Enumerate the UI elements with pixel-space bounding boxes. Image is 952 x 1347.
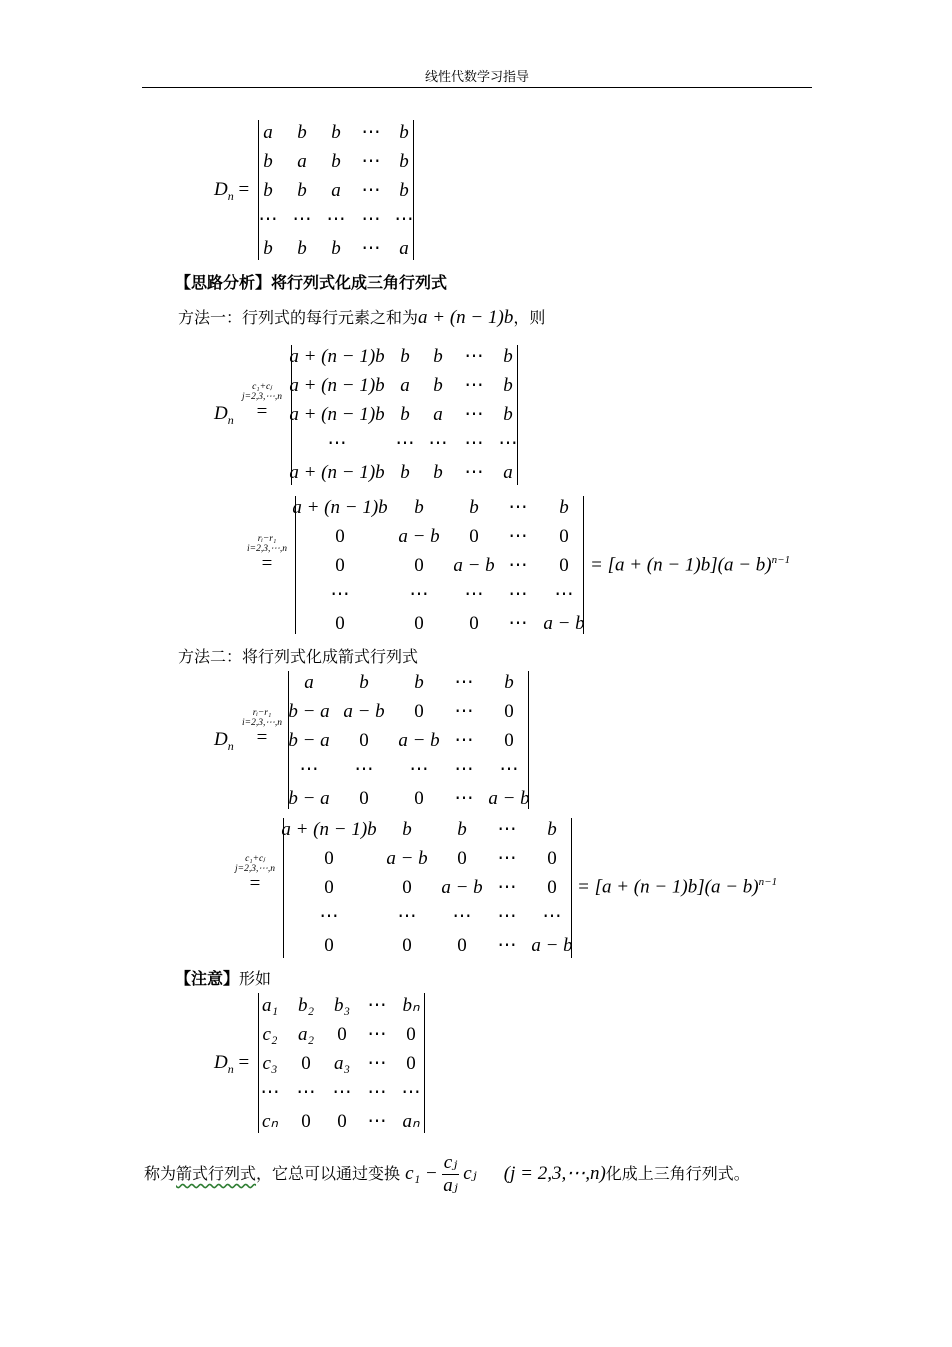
det-cell: 0 (469, 526, 479, 547)
det-cell: a − b (386, 848, 428, 869)
det-cell: ⋯ (361, 151, 381, 172)
det-cell: 0 (414, 701, 424, 722)
det-cell: ⋯ (464, 584, 484, 605)
det-cell: aₙ (402, 1111, 420, 1132)
det-cell: ⋯ (296, 1082, 316, 1103)
det-cell: ⋯ (508, 526, 528, 547)
det-cell: 0 (359, 730, 369, 751)
frac-den: aⱼ (443, 1175, 458, 1196)
det-cell: a − b (531, 935, 573, 956)
det-cell: a − b (441, 877, 483, 898)
det-cell: a₁ (261, 995, 279, 1016)
det-bar-right (413, 120, 414, 260)
det-cell: ⋯ (367, 1111, 387, 1132)
det-cell: b (331, 122, 341, 143)
transform-left: c₁ − (405, 1163, 438, 1184)
det-cell: ⋯ (428, 433, 448, 454)
det-cell: ⋯ (498, 433, 518, 454)
m1a-label: $D_n$ (214, 403, 234, 427)
det-cell: ⋯ (464, 404, 484, 425)
det-cell: b (331, 238, 341, 259)
analysis-heading: 【思路分析】将行列式化成三角行列式 (175, 273, 448, 292)
det-cell: b (433, 375, 443, 396)
det-cell: 0 (547, 848, 557, 869)
det-cell: a (331, 180, 341, 201)
m1b-op: rᵢ−r₁ i=2,3,⋯,n = (247, 534, 287, 574)
det-cell: ⋯ (361, 238, 381, 259)
header-rule (142, 87, 812, 88)
det-cell: 0 (324, 877, 334, 898)
det-cell: b (400, 404, 410, 425)
det-cell: a − b (343, 701, 385, 722)
det-cell: a + (n − 1)b (292, 497, 388, 518)
det-cell: ⋯ (354, 759, 374, 780)
m1-result: = $[a + (n - 1)b](a - b)^{n-1}$ (590, 554, 791, 576)
det-cell: b (399, 180, 409, 201)
det-cell: b₂ (297, 995, 315, 1016)
det-cell: b (331, 151, 341, 172)
det-cell: ⋯ (409, 584, 429, 605)
det-cell: 0 (457, 935, 467, 956)
note-bar-left (258, 993, 259, 1133)
det-cell: b (503, 346, 513, 367)
det-cell: c₂ (262, 1024, 278, 1045)
det-cell: b (457, 819, 467, 840)
det-cell: a (304, 672, 314, 693)
det-cell: ⋯ (327, 433, 347, 454)
det-bar-left (258, 120, 259, 260)
det-cell: a + (n − 1)b (289, 404, 385, 425)
det-cell: b (433, 462, 443, 483)
det-cell: b (263, 180, 273, 201)
det-cell: bₙ (402, 995, 420, 1016)
transform-fraction (442, 1152, 459, 1197)
det-cell: 0 (402, 877, 412, 898)
det-cell: ⋯ (497, 877, 517, 898)
det-cell: b (547, 819, 557, 840)
det-cell: b (402, 819, 412, 840)
det-cell: ⋯ (330, 584, 350, 605)
det-cell: ⋯ (454, 788, 474, 809)
det-cell: a (297, 151, 307, 172)
det-cell: ⋯ (464, 375, 484, 396)
det-cell: b (297, 238, 307, 259)
det-cell: a (399, 238, 409, 259)
det-cell: ⋯ (361, 122, 381, 143)
det-cell: 0 (335, 555, 345, 576)
det-cell: ⋯ (326, 209, 346, 230)
det-cell: 0 (559, 555, 569, 576)
det-cell: ⋯ (454, 759, 474, 780)
det-cell: b (414, 672, 424, 693)
det-cell: 0 (335, 526, 345, 547)
det-cell: ⋯ (409, 759, 429, 780)
arrow-determinant-term: 箭式行列式 (176, 1164, 257, 1183)
page-header: 线性代数学习指导 (424, 70, 529, 85)
det-cell: ⋯ (395, 433, 415, 454)
transform-right: cⱼ (463, 1163, 477, 1184)
det-cell: b (297, 180, 307, 201)
det-cell: cₙ (261, 1111, 279, 1132)
det-cell: b (503, 375, 513, 396)
det-cell: ⋯ (508, 555, 528, 576)
det-cell: ⋯ (508, 584, 528, 605)
det-cell: 0 (457, 848, 467, 869)
det-cell: ⋯ (499, 759, 519, 780)
det-cell: 0 (402, 935, 412, 956)
det-cell: a + (n − 1)b (289, 375, 385, 396)
m2a-op: rᵢ−r₁ i=2,3,⋯,n = (242, 708, 282, 748)
final-prefix: 称为 (144, 1164, 177, 1183)
det-cell: ⋯ (497, 935, 517, 956)
det-cell: ⋯ (454, 701, 474, 722)
det-cell: ⋯ (292, 209, 312, 230)
det-cell: b (359, 672, 369, 693)
det-cell: b (469, 497, 479, 518)
det-cell: b − a (288, 701, 330, 722)
det-cell: b (297, 122, 307, 143)
det-cell: ⋯ (258, 209, 278, 230)
det-cell: ⋯ (367, 1024, 387, 1045)
det-cell: ⋯ (319, 906, 339, 927)
det-cell: b (504, 672, 514, 693)
det-cell: b (399, 151, 409, 172)
det-cell: b (399, 122, 409, 143)
det-cell: a₃ (333, 1053, 351, 1074)
det-cell: ⋯ (464, 346, 484, 367)
det-cell: 0 (406, 1053, 416, 1074)
det-cell: ⋯ (367, 995, 387, 1016)
det-cell: b (400, 462, 410, 483)
final-mid: ，它总可以通过变换 (256, 1164, 401, 1183)
det-cell: ⋯ (464, 433, 484, 454)
det-cell: 0 (301, 1111, 311, 1132)
det-cell: b (503, 404, 513, 425)
det-cell: 0 (469, 613, 479, 634)
det-cell: a + (n − 1)b (281, 819, 377, 840)
m1a-bar-right (517, 345, 518, 485)
det-cell: 0 (324, 848, 334, 869)
method1-expr: a + (n − 1)b (418, 307, 514, 328)
det-cell: a − b (453, 555, 495, 576)
det-cell: b (263, 151, 273, 172)
final-line (144, 1152, 750, 1197)
method1-text: 方法一：行列式的每行元素之和为 (178, 308, 419, 327)
det-cell: ⋯ (508, 613, 528, 634)
det-cell: 0 (504, 701, 514, 722)
det-cell: ⋯ (542, 906, 562, 927)
det-cell: 0 (337, 1111, 347, 1132)
det-cell: ⋯ (332, 1082, 352, 1103)
det-cell: a (400, 375, 410, 396)
method1-tail: ，则 (513, 308, 546, 327)
det-cell: ⋯ (497, 848, 517, 869)
det-cell: a − b (488, 788, 530, 809)
final-suffix: 化成上三角行列式。 (605, 1164, 750, 1183)
m2-result: = $[a + (n - 1)b](a - b)^{n-1}$ (577, 876, 778, 898)
det-cell: ⋯ (361, 209, 381, 230)
det-cell: ⋯ (394, 209, 414, 230)
det-cell: b (559, 497, 569, 518)
det-cell: b (433, 346, 443, 367)
det-cell: ⋯ (464, 462, 484, 483)
det-cell: a + (n − 1)b (289, 462, 385, 483)
note-bar-right (424, 993, 425, 1133)
m1a-op: c₁+cⱼ j=2,3,⋯,n = (242, 382, 282, 422)
det-cell: ⋯ (361, 180, 381, 201)
det-cell: b (414, 497, 424, 518)
det-cell: ⋯ (497, 906, 517, 927)
note-heading: 【注意】 (175, 969, 240, 988)
det-cell: 0 (359, 788, 369, 809)
det-cell: ⋯ (497, 819, 517, 840)
det-cell: ⋯ (454, 730, 474, 751)
det-cell: b (400, 346, 410, 367)
det-cell: 0 (301, 1053, 311, 1074)
det-cell: b (263, 238, 273, 259)
det-cell: c₃ (262, 1053, 278, 1074)
note-line (175, 966, 271, 989)
det-cell: ⋯ (508, 497, 528, 518)
det-cell: 0 (324, 935, 334, 956)
note-det-label: $D_n$ = (214, 1052, 250, 1076)
det-cell: 0 (414, 613, 424, 634)
det-cell: 0 (406, 1024, 416, 1045)
method2-text: 方法二：将行列式化成箭式行列式 (178, 647, 419, 666)
m2b-op: c₁+cⱼ j=2,3,⋯,n = (235, 854, 275, 894)
det-cell: a (503, 462, 513, 483)
det-cell: 0 (559, 526, 569, 547)
det-cell: ⋯ (260, 1082, 280, 1103)
det-cell: 0 (547, 877, 557, 898)
m2a-label: $D_n$ (214, 729, 234, 753)
det-cell: ⋯ (367, 1053, 387, 1074)
det-cell: a (433, 404, 443, 425)
det-cell: 0 (414, 788, 424, 809)
det-cell: b − a (288, 788, 330, 809)
det-cell: ⋯ (397, 906, 417, 927)
det-cell: 0 (335, 613, 345, 634)
det-cell: ⋯ (299, 759, 319, 780)
det-cell: a (263, 122, 273, 143)
det-cell: a + (n − 1)b (289, 346, 385, 367)
det-cell: a − b (398, 526, 440, 547)
note-text: 形如 (239, 969, 272, 988)
det-cell: ⋯ (367, 1082, 387, 1103)
det-cell: ⋯ (454, 672, 474, 693)
det-cell: a − b (543, 613, 585, 634)
det-cell: 0 (337, 1024, 347, 1045)
det-label: $D_n$ = (214, 179, 250, 203)
det-cell: b₃ (333, 995, 351, 1016)
transform-range: (j = 2,3,⋯,n) (503, 1163, 606, 1184)
det-cell: 0 (504, 730, 514, 751)
det-cell: b − a (288, 730, 330, 751)
det-cell: a₂ (297, 1024, 315, 1045)
frac-num: cⱼ (443, 1152, 458, 1173)
det-cell: ⋯ (401, 1082, 421, 1103)
det-cell: a − b (398, 730, 440, 751)
method1-line (178, 305, 545, 329)
det-cell: 0 (414, 555, 424, 576)
det-cell: ⋯ (554, 584, 574, 605)
det-cell: ⋯ (452, 906, 472, 927)
